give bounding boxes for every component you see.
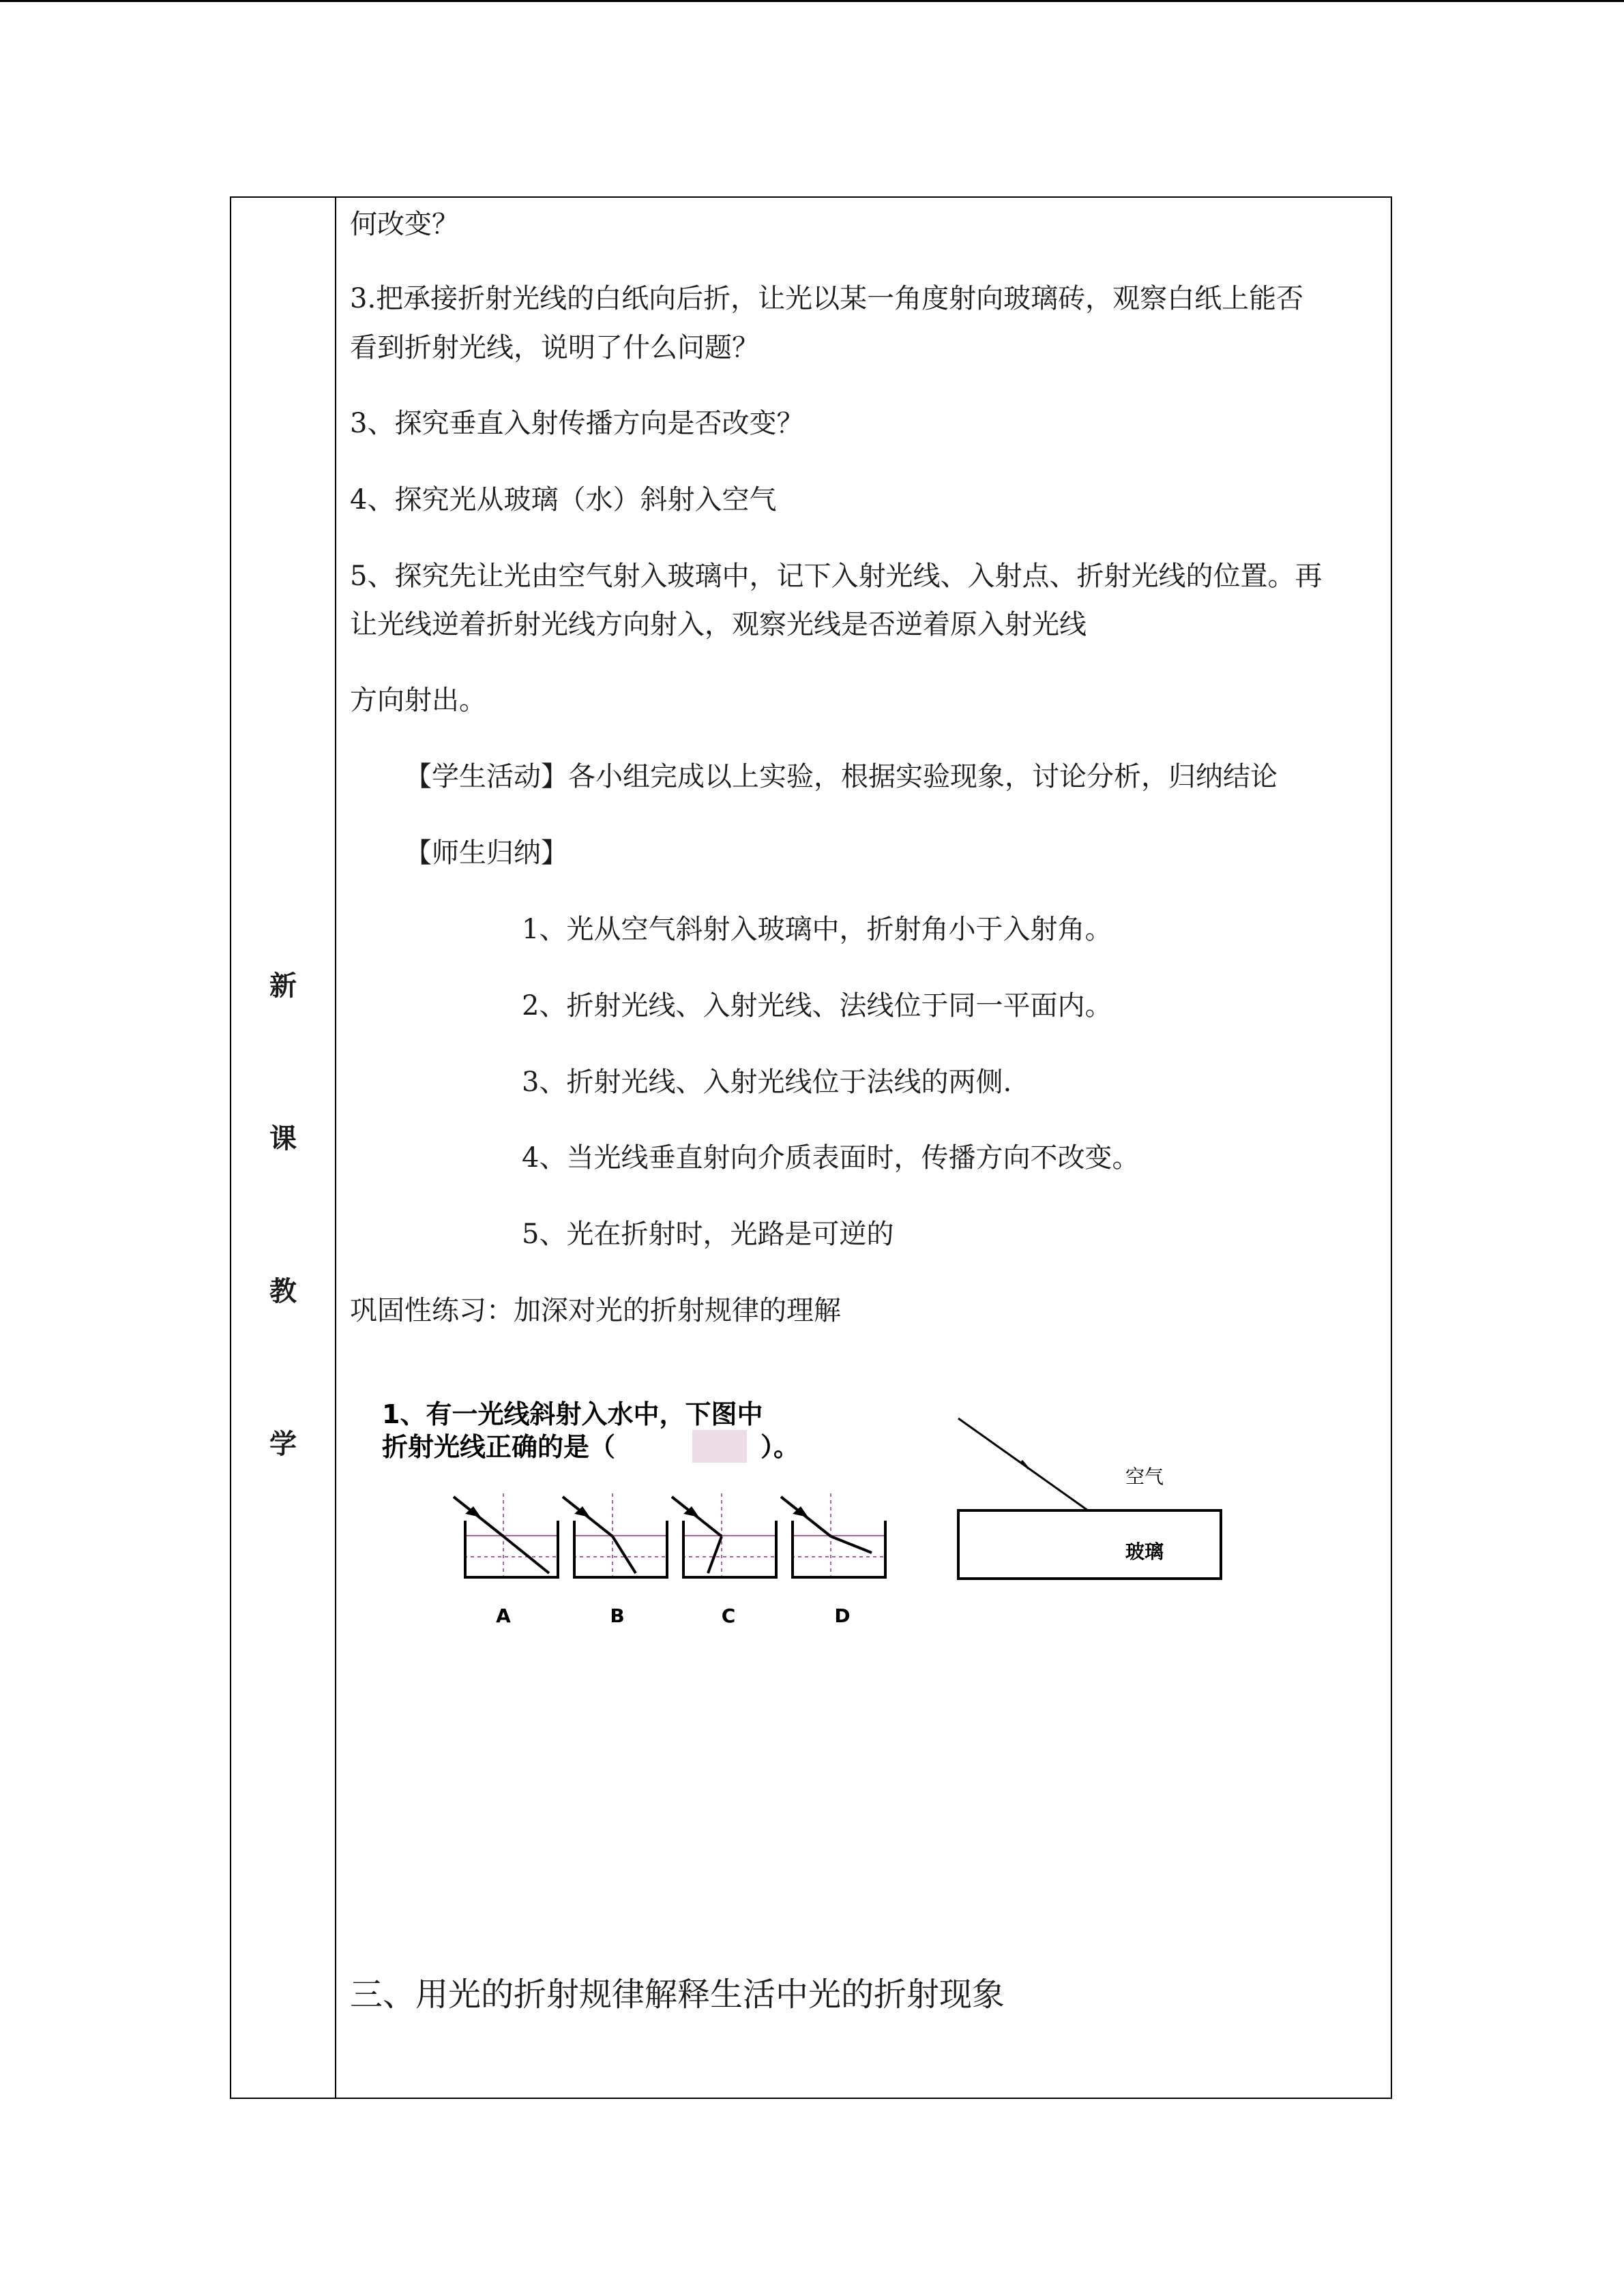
- water-surface-line: [464, 1535, 559, 1536]
- summary-item: 5、光在折射时，光路是可逆的: [522, 1219, 894, 1250]
- water-surface-line: [791, 1535, 887, 1536]
- refracted-ray: [503, 1536, 549, 1573]
- summary-item: 4、当光线垂直射向介质表面时，传播方向不改变。: [522, 1142, 1140, 1174]
- beaker-d: [781, 1493, 887, 1577]
- beaker-outline: [793, 1521, 885, 1577]
- option-label: C: [721, 1605, 736, 1627]
- question-figure: [382, 1395, 921, 1640]
- glass-label: 玻璃: [1125, 1540, 1164, 1563]
- summary-item: 2、折射光线、入射光线、法线位于同一平面内。: [522, 990, 1112, 1022]
- section-three-heading: 三、用光的折射规律解释生活中光的折射现象: [350, 1976, 1005, 2014]
- option-label: A: [496, 1605, 511, 1627]
- side-label-char: 教: [269, 1276, 297, 1307]
- paragraph-line: 3、探究垂直入射传播方向是否改变？: [350, 408, 804, 439]
- paragraph-line: 让光线逆着折射光线方向射入，观察光线是否逆着原入射光线: [350, 609, 1087, 640]
- paragraph-line: 5、探究先让光由空气射入玻璃中，记下入射光线、入射点、折射光线的位置。再: [350, 561, 1323, 592]
- refracted-ray: [831, 1536, 872, 1553]
- question-line-2-prefix: 折射光线正确的是（: [382, 1432, 616, 1462]
- refracted-ray: [708, 1536, 722, 1573]
- summary-title: 【师生归纳】: [404, 837, 568, 869]
- paragraph-line: 何改变？: [350, 209, 459, 240]
- practice-title: 巩固性练习：加深对光的折射规律的理解: [350, 1295, 841, 1326]
- glass-block: [958, 1510, 1221, 1579]
- beaker-a: [454, 1493, 559, 1577]
- side-label-char: 学: [269, 1429, 297, 1460]
- summary-item: 3、折射光线、入射光线位于法线的两侧.: [522, 1067, 1012, 1098]
- air-label: 空气: [1125, 1465, 1164, 1488]
- question-line-2-suffix: ）。: [761, 1432, 800, 1462]
- top-rule: [0, 0, 1624, 2]
- paragraph-line: 4、探究光从玻璃（水）斜射入空气: [350, 484, 777, 516]
- side-label-char: 课: [269, 1123, 297, 1154]
- beaker-outline: [683, 1521, 776, 1577]
- air-glass-diagram: [948, 1412, 1248, 1589]
- student-activity: 【学生活动】各小组完成以上实验，根据实验现象，讨论分析，归纳结论: [404, 761, 1278, 792]
- side-label-char: 新: [269, 970, 297, 1002]
- paragraph-line: 方向射出。: [350, 685, 486, 716]
- incident-ray: [958, 1418, 1088, 1510]
- answer-blank: [692, 1430, 747, 1463]
- water-surface-line: [682, 1535, 778, 1536]
- paragraph-line: 3.把承接折射光线的白纸向后折，让光以某一角度射向玻璃砖，观察白纸上能否: [350, 283, 1304, 314]
- summary-item: 1、光从空气斜射入玻璃中，折射角小于入射角。: [522, 914, 1112, 945]
- beaker-c: [672, 1493, 778, 1577]
- beaker-b: [563, 1493, 668, 1577]
- option-label: D: [834, 1605, 851, 1627]
- option-label: B: [610, 1605, 625, 1627]
- column-divider: [335, 198, 336, 2098]
- side-label-column: [231, 198, 335, 2098]
- water-surface-line: [573, 1535, 668, 1536]
- refracted-ray: [612, 1536, 636, 1573]
- question-line-1: 1、有一光线斜射入水中，下图中: [382, 1399, 763, 1429]
- paragraph-line: 看到折射光线，说明了什么问题？: [350, 332, 759, 363]
